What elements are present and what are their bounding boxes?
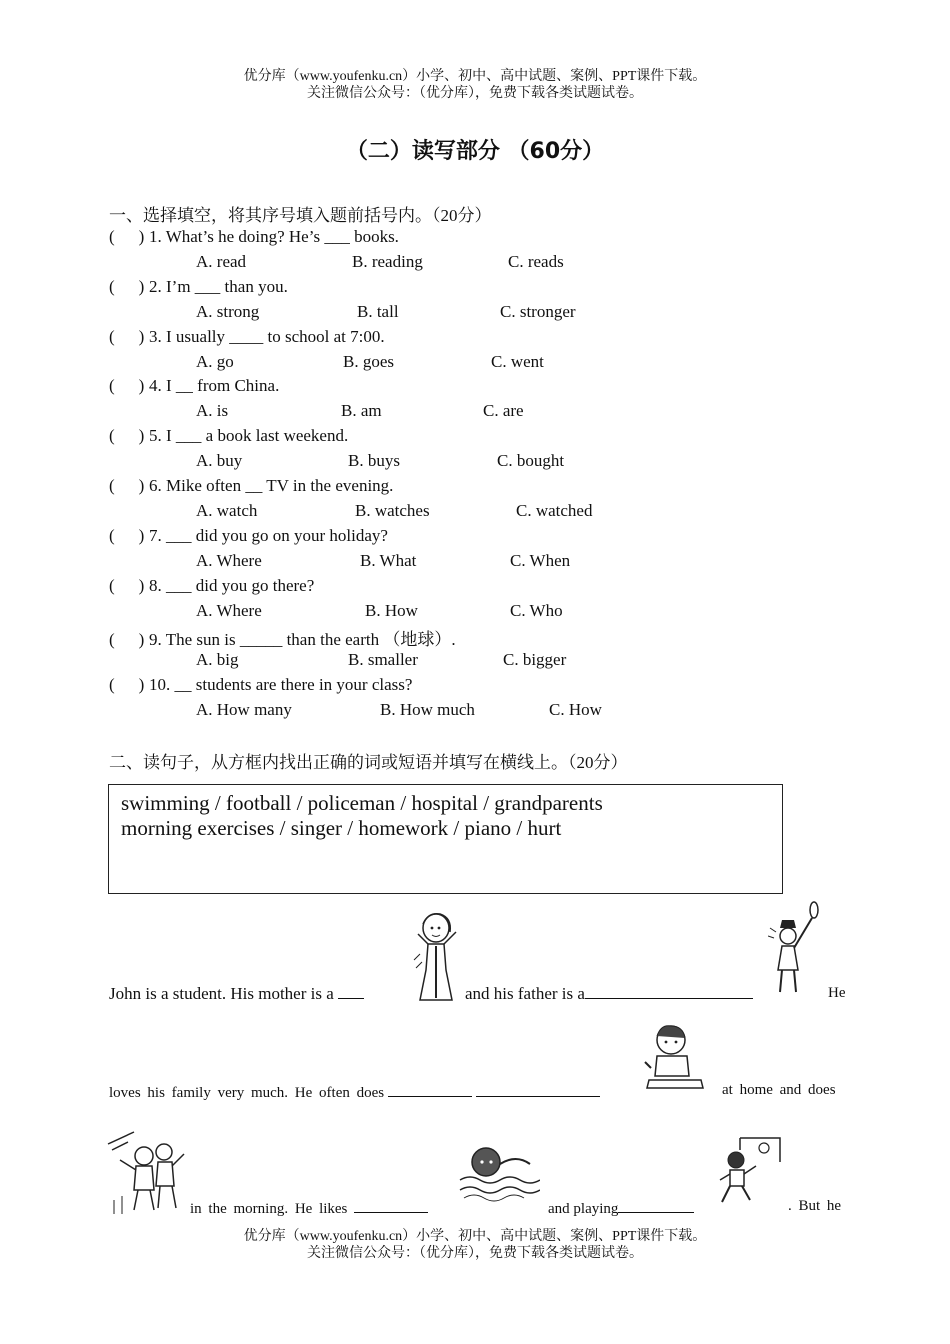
bracket-open: ( (109, 525, 115, 545)
question-text: 6. Mike often __ TV in the evening. (149, 476, 394, 495)
question-row (109, 327, 385, 347)
blank-likes[interactable] (354, 1198, 428, 1213)
paragraph-line-2 (109, 1082, 600, 1102)
word-bank-line-1: swimming / football / policeman / hospital / grandparents (121, 791, 603, 815)
answer-bracket[interactable] (109, 327, 149, 347)
question-text: 1. What’s he doing? He’s ___ books. (149, 227, 399, 246)
bracket-close: ) (138, 575, 145, 595)
question-row (109, 526, 388, 546)
header-line-1: 优分库（www.youfenku.cn）小学、初中、高中试题、案例、PPT课件下载。 (243, 69, 707, 84)
option-b: B. How much (380, 700, 475, 720)
bracket-open: ( (109, 675, 115, 695)
bracket-close: ) (138, 476, 145, 495)
bracket-close: ) (138, 525, 145, 545)
bracket-open: ( (109, 476, 115, 495)
football-illustration (714, 1136, 782, 1206)
option-c: C. bought (497, 451, 565, 471)
option-b: B. am (341, 401, 382, 421)
question-row (109, 476, 393, 496)
paragraph-line-3b (548, 1198, 694, 1218)
question-text: 4. I __ from China. (149, 376, 280, 396)
blank-homework-2[interactable] (476, 1082, 600, 1097)
sentence3-part-c: . But he (788, 1198, 842, 1214)
option-c: C. stronger (500, 301, 576, 321)
question-row (109, 625, 456, 650)
question-text: 5. I ___ a book last weekend. (149, 426, 349, 446)
sentence1-part-c: He (828, 985, 846, 1001)
sentence3-part-a: in the morning. He likes (190, 1201, 348, 1217)
sentence1-part-a: John is a student. His mother is a (109, 984, 334, 1003)
answer-bracket[interactable] (109, 277, 149, 297)
option-b: B. buys (348, 451, 400, 471)
option-a: A. strong (196, 301, 260, 321)
swimming-illustration (458, 1142, 540, 1202)
sentence3-part-b: and playing (548, 1201, 619, 1217)
bracket-open: ( (109, 376, 115, 396)
option-a: A. big (196, 650, 239, 670)
section1-heading: 一、选择填空，将其序号填入题前括号内。（20分） (109, 206, 492, 225)
footer-line-1: 优分库（www.youfenku.cn）小学、初中、高中试题、案例、PPT课件下载。 (243, 1229, 707, 1244)
question-row (109, 277, 288, 297)
option-c: C. reads (508, 252, 564, 271)
question-text: 8. ___ did you go there? (149, 575, 315, 595)
paragraph-line-3 (190, 1198, 428, 1218)
option-a: A. is (196, 401, 229, 421)
answer-bracket[interactable] (109, 675, 149, 695)
question-text: 9. The sun is _____ than the earth （地球）. (149, 630, 456, 650)
option-a: A. read (196, 252, 247, 271)
option-c: C. bigger (503, 650, 567, 670)
question-text: 7. ___ did you go on your holiday? (149, 525, 388, 545)
option-c: C. When (510, 550, 571, 570)
option-c: C. Who (510, 600, 563, 620)
question-text: 2. I’m ___ than you. (149, 276, 288, 296)
blank-playing[interactable] (618, 1198, 694, 1213)
bracket-open: ( (109, 426, 115, 446)
option-c: C. watched (516, 501, 593, 520)
answer-bracket[interactable] (109, 630, 149, 650)
bracket-open: ( (109, 276, 115, 296)
bracket-close: ) (138, 276, 145, 296)
option-b: B. watches (355, 501, 430, 520)
option-b: B. tall (357, 301, 399, 321)
answer-bracket[interactable] (109, 426, 149, 446)
bracket-close: ) (138, 376, 145, 396)
answer-bracket[interactable] (109, 476, 149, 496)
option-b: B. reading (352, 252, 423, 271)
option-a: A. watch (196, 501, 258, 520)
answer-bracket[interactable] (109, 576, 149, 596)
page-header (0, 68, 950, 102)
bracket-close: ) (138, 426, 145, 446)
answer-bracket[interactable] (109, 227, 149, 247)
option-b: B. How (365, 600, 418, 620)
sentence1-part-b: and his father is a (465, 984, 585, 1003)
paragraph-line-1b (465, 984, 753, 1004)
sentence2-part-a: loves his family very much. He often does (109, 1085, 385, 1101)
question-row (109, 376, 279, 396)
answer-bracket[interactable] (109, 526, 149, 546)
word-bank-box (108, 784, 783, 894)
page-title: （二）读写部分 （60分） (345, 139, 605, 164)
option-b: B. What (360, 550, 417, 570)
option-a: A. How many (196, 700, 292, 720)
question-text: 10. __ students are there in your class? (149, 675, 413, 695)
question-row (109, 576, 314, 596)
bracket-open: ( (109, 575, 115, 595)
morning-exercises-illustration (106, 1130, 186, 1214)
bracket-open: ( (109, 630, 115, 650)
policeman-illustration (768, 898, 828, 996)
option-a: A. Where (196, 600, 262, 620)
option-a: A. buy (196, 451, 243, 471)
bracket-close: ) (138, 630, 145, 650)
blank-homework[interactable] (388, 1082, 472, 1097)
bracket-close: ) (138, 227, 145, 246)
footer-line-2: 关注微信公众号：（优分库），免费下载各类试题试卷。 (307, 1246, 643, 1261)
bracket-open: ( (109, 227, 115, 246)
option-b: B. smaller (348, 650, 418, 670)
option-c: C. How (549, 700, 602, 720)
blank-mother-job[interactable] (338, 984, 364, 999)
option-a: A. Where (196, 550, 262, 570)
blank-father-job[interactable] (585, 984, 753, 999)
header-line-2: 关注微信公众号：（优分库），免费下载各类试题试卷。 (307, 86, 643, 101)
section2-heading: 二、读句子，从方框内找出正确的词或短语并填写在横线上。（20分） (109, 753, 628, 772)
option-a: A. go (196, 351, 234, 371)
homework-illustration (643, 1022, 705, 1092)
bracket-close: ) (138, 675, 145, 695)
sentence2-part-b: at home and does (722, 1082, 836, 1098)
word-bank-line-2: morning exercises / singer / homework / piano / hurt (121, 816, 562, 840)
answer-bracket[interactable] (109, 376, 149, 396)
page-footer (0, 1228, 950, 1262)
bracket-close: ) (138, 326, 145, 346)
question-text: 3. I usually ____ to school at 7:00. (149, 326, 385, 346)
question-row (109, 426, 348, 446)
question-row (109, 227, 399, 247)
option-b: B. goes (343, 351, 394, 371)
question-row (109, 675, 412, 695)
option-c: C. are (483, 401, 524, 421)
bracket-open: ( (109, 326, 115, 346)
option-c: C. went (491, 351, 544, 371)
